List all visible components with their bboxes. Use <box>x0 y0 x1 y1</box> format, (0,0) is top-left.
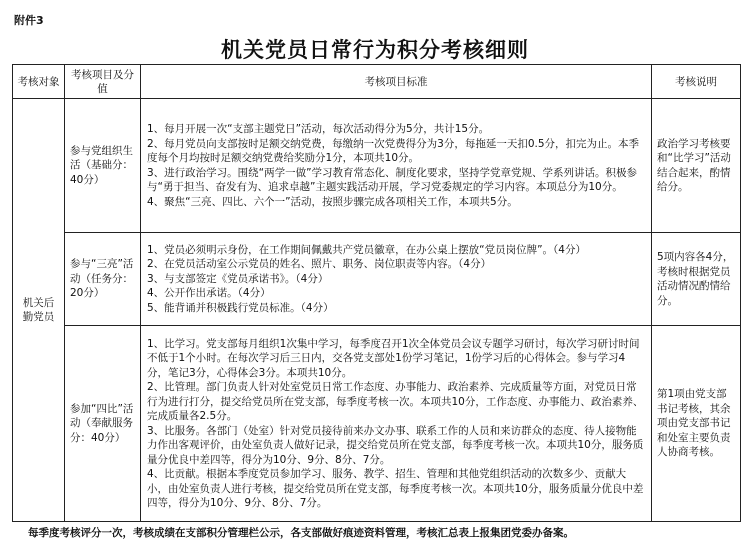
standard-line: 2、在党员活动室公示党员的姓名、照片、职务、岗位职责等内容。（4分） <box>147 258 492 271</box>
object-cell: 机关后勤党员 <box>13 99 65 522</box>
standard-line: 3、与支部签定《党员承诺书》。（4分） <box>147 272 329 285</box>
note-cell-2: 5项内容各4分，考核时根据党员活动情况酌情给分。 <box>652 233 741 326</box>
standard-line: 3、比服务。各部门（处室）针对党员接待前来办文办事、联系工作的人员和来访群众的态度、待人接物能力作出客观评价，由处室负责人做好记录，提交给党员所在党支部，每季度考核一次。本项共10分，服务质量分优良中差四等，得分为10分、9分、8分、7分。 <box>147 424 644 466</box>
standard-line: 2、每月党员向支部按时足额交纳党费，每缴纳一次党费得分为3分，每拖延一天扣0.5分，扣完为止。本季度每个月均按时足额交纳党费给奖励分1分，本项共10分。 <box>147 137 640 164</box>
standard-line: 4、聚焦“三亮、四比、六个一”活动，按照步骤完成各项相关工作，本项共5分。 <box>147 195 518 208</box>
footer-note: 每季度考核评分一次，考核成绩在支部积分管理栏公示，各支部做好痕迹资料管理，考核汇总表上报集团党委办备案。 <box>28 527 574 539</box>
table-row <box>13 99 741 233</box>
standard-cell-1 <box>141 99 652 233</box>
standard-line: 4、公开作出承诺。（4分） <box>147 287 271 300</box>
header-object: 考核对象 <box>13 65 65 99</box>
standard-cell-2 <box>141 233 652 326</box>
standard-line: 4、比贡献。根据本季度党员参加学习、服务、教学、招生、管理和其他党组织活动的次数多少、贡献大小，由处室负责人进行考核，提交给党员所在党支部，每季度考核一次。本项共10分，服务质量分优良中差四等，得分为10分、9分、8分、7分。 <box>147 468 644 509</box>
standard-line: 1、党员必须明示身份，在工作期间佩戴共产党员徽章，在办公桌上摆放“党员岗位牌”。（4分） <box>147 243 586 256</box>
table-row <box>13 326 741 522</box>
header-standard: 考核项目标准 <box>141 65 652 99</box>
standard-line: 3、进行政治学习。围绕“两学一做”学习教育常态化、制度化要求，坚持学党章党规、学系列讲话。积极参与“勇于担当、奋发有为、追求卓越”主题实践活动开展，学习党委规定的学习内容。本项总分为10分。 <box>147 166 638 193</box>
standard-line: 1、比学习。党支部每月组织1次集中学习，每季度召开1次全体党员会议专题学习研讨，每次学习研讨时间不低于1个小时。在每次学习后三日内，交各党支部处1份学习笔记，1份学习后的心得体会。参与学习4分，笔记3分，心得体会3分。本项共10分。 <box>147 337 640 379</box>
header-item: 考核项目及分值 <box>65 65 141 99</box>
standard-cell-3 <box>141 326 652 522</box>
page-title: 机关党员日常行为积分考核细则 <box>221 37 529 62</box>
table-header-row <box>13 65 741 99</box>
table-row <box>13 233 741 326</box>
header-note: 考核说明 <box>652 65 741 99</box>
item-cell-1: 参与党组织生活（基础分：40分） <box>65 99 141 233</box>
item-cell-2: 参与“三亮”活动（任务分：20分） <box>65 233 141 326</box>
note-cell-3: 第1项由党支部书记考核，其余项由党支部书记和处室主要负责人协商考核。 <box>652 326 741 522</box>
standard-line: 2、比管理。部门负责人针对处室党员日常工作态度、办事能力、政治素养、完成质量等方面，对党员日常行为进行打分，提交给党员所在党支部，每季度考核一次。本项共10分，工作态度、办事能力、政治素养、完成质量各2.5分。 <box>147 381 644 422</box>
note-cell-1: 政治学习考核要和“比学习”活动结合起来，酌情给分。 <box>652 99 741 233</box>
assessment-table <box>12 64 741 522</box>
standard-line: 1、每月开展一次“支部主题党日”活动，每次活动得分为5分，共计15分。 <box>147 123 490 135</box>
attachment-label: 附件3 <box>14 14 44 27</box>
item-cell-3: 参加“四比”活动（奉献服务分：40分） <box>65 326 141 522</box>
standard-line: 5、能背诵并积极践行党员标准。（4分） <box>147 301 334 314</box>
